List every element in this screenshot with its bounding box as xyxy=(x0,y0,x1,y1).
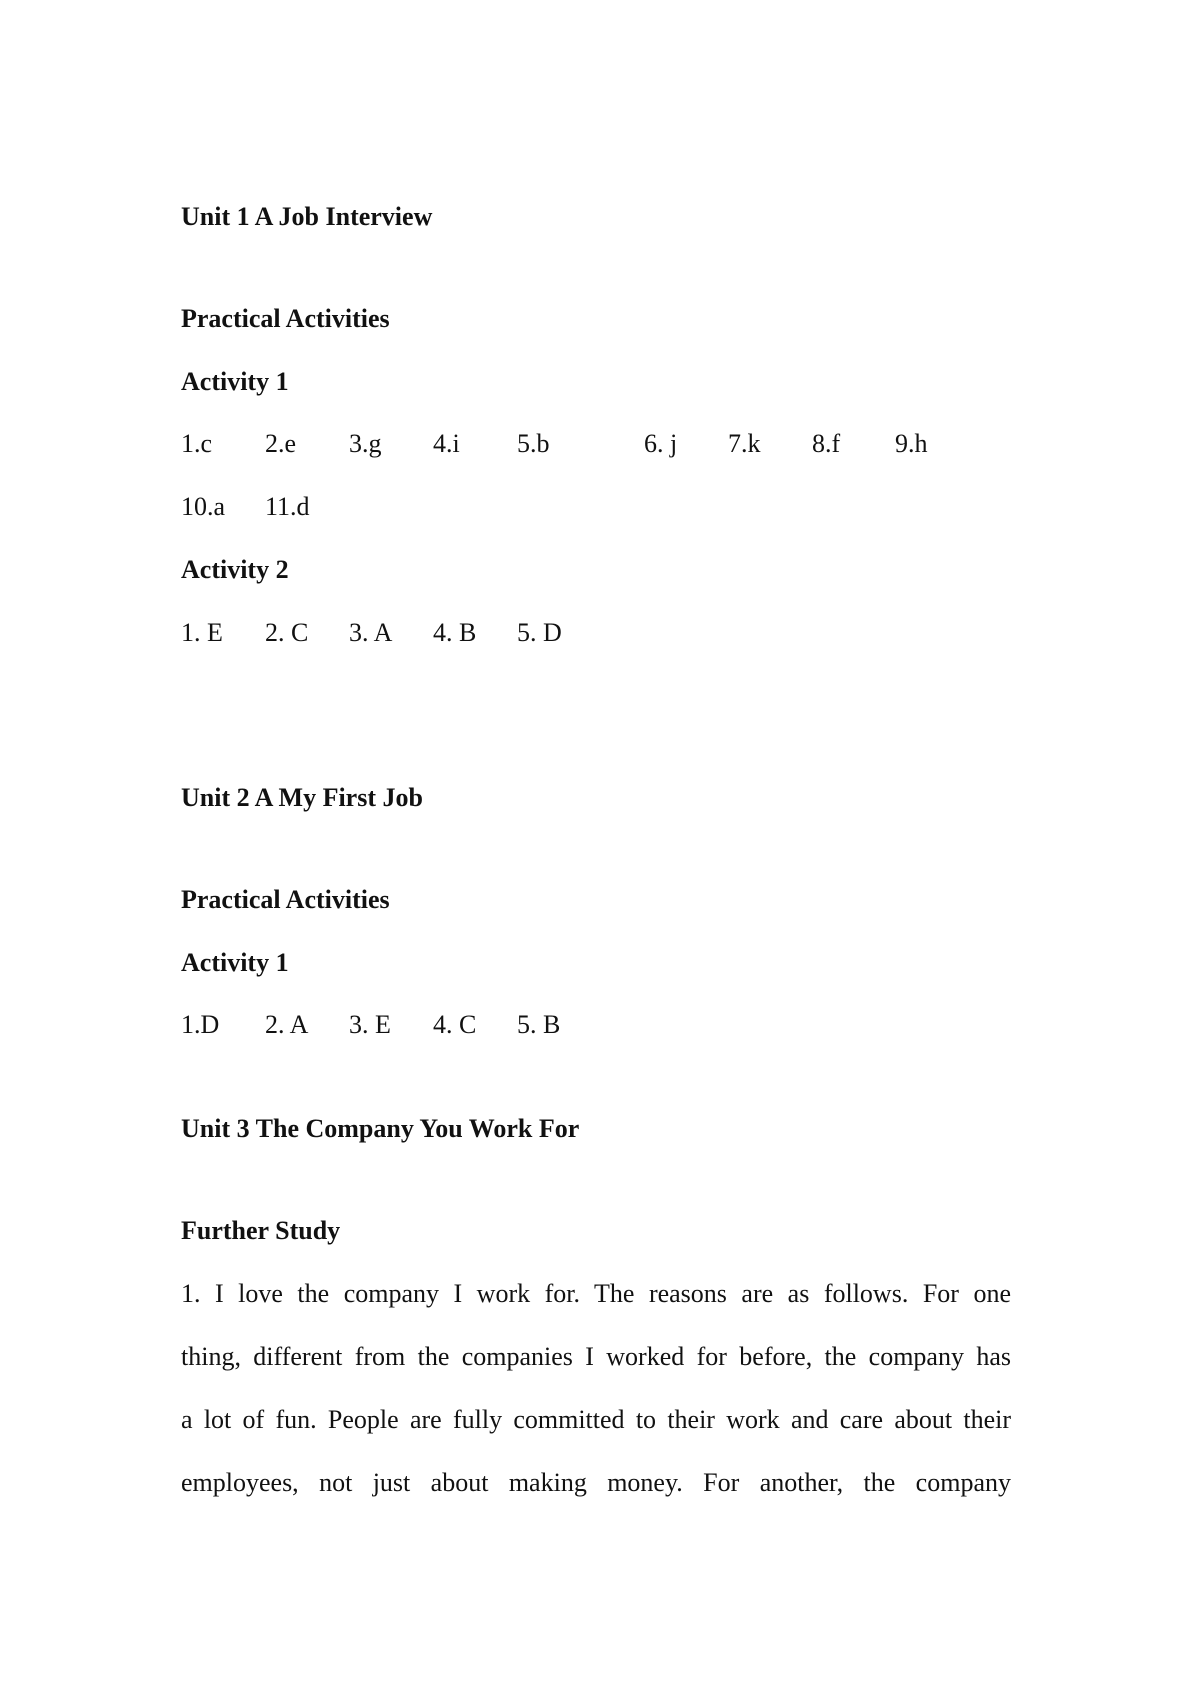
answer-item: 8.f xyxy=(812,429,841,458)
unit3-section-heading: Further Study xyxy=(181,1216,341,1245)
answer-item: 7.k xyxy=(728,429,761,458)
answer-item: 1.c xyxy=(181,429,213,458)
answer-item: 4. B xyxy=(433,618,477,647)
answer-item: 5. B xyxy=(517,1010,561,1039)
answer-item: 2.e xyxy=(265,429,297,458)
unit2-activity1-label: Activity 1 xyxy=(181,948,289,977)
unit2-activity1-answers xyxy=(181,1012,1081,1042)
answer-item: 5.b xyxy=(517,429,550,458)
answer-item: 4. C xyxy=(433,1010,477,1039)
unit1-activity1-answers-row1 xyxy=(181,431,1081,461)
answer-item: 11.d xyxy=(265,492,310,521)
answer-item: 2. C xyxy=(265,618,309,647)
answer-item: 2. A xyxy=(265,1010,309,1039)
answer-item: 6. j xyxy=(644,429,678,458)
unit3-paragraph-line: a lot of fun. People are fully committed to their work and care about their xyxy=(181,1405,1011,1434)
unit1-title: Unit 1 A Job Interview xyxy=(181,202,433,231)
unit1-activity2-label: Activity 2 xyxy=(181,555,289,584)
unit3-title: Unit 3 The Company You Work For xyxy=(181,1114,580,1143)
answer-item: 9.h xyxy=(895,429,928,458)
unit2-section-heading: Practical Activities xyxy=(181,885,390,914)
unit1-activity1-answers-row2 xyxy=(181,494,1081,524)
unit1-activity2-answers xyxy=(181,620,1081,650)
answer-item: 4.i xyxy=(433,429,460,458)
answer-item: 3. A xyxy=(349,618,393,647)
answer-item: 3. E xyxy=(349,1010,391,1039)
unit3-paragraph-line: employees, not just about making money. For another, the company xyxy=(181,1468,1011,1497)
answer-item: 5. D xyxy=(517,618,562,647)
answer-item: 10.a xyxy=(181,492,226,521)
unit2-title: Unit 2 A My First Job xyxy=(181,783,423,812)
answer-item: 1.D xyxy=(181,1010,220,1039)
unit1-activity1-label: Activity 1 xyxy=(181,367,289,396)
answer-item: 1. E xyxy=(181,618,223,647)
unit3-paragraph-line: 1. I love the company I work for. The reasons are as follows. For one xyxy=(181,1279,1011,1308)
unit1-section-heading: Practical Activities xyxy=(181,304,390,333)
unit3-paragraph-line: thing, different from the companies I worked for before, the company has xyxy=(181,1342,1011,1371)
answer-item: 3.g xyxy=(349,429,382,458)
